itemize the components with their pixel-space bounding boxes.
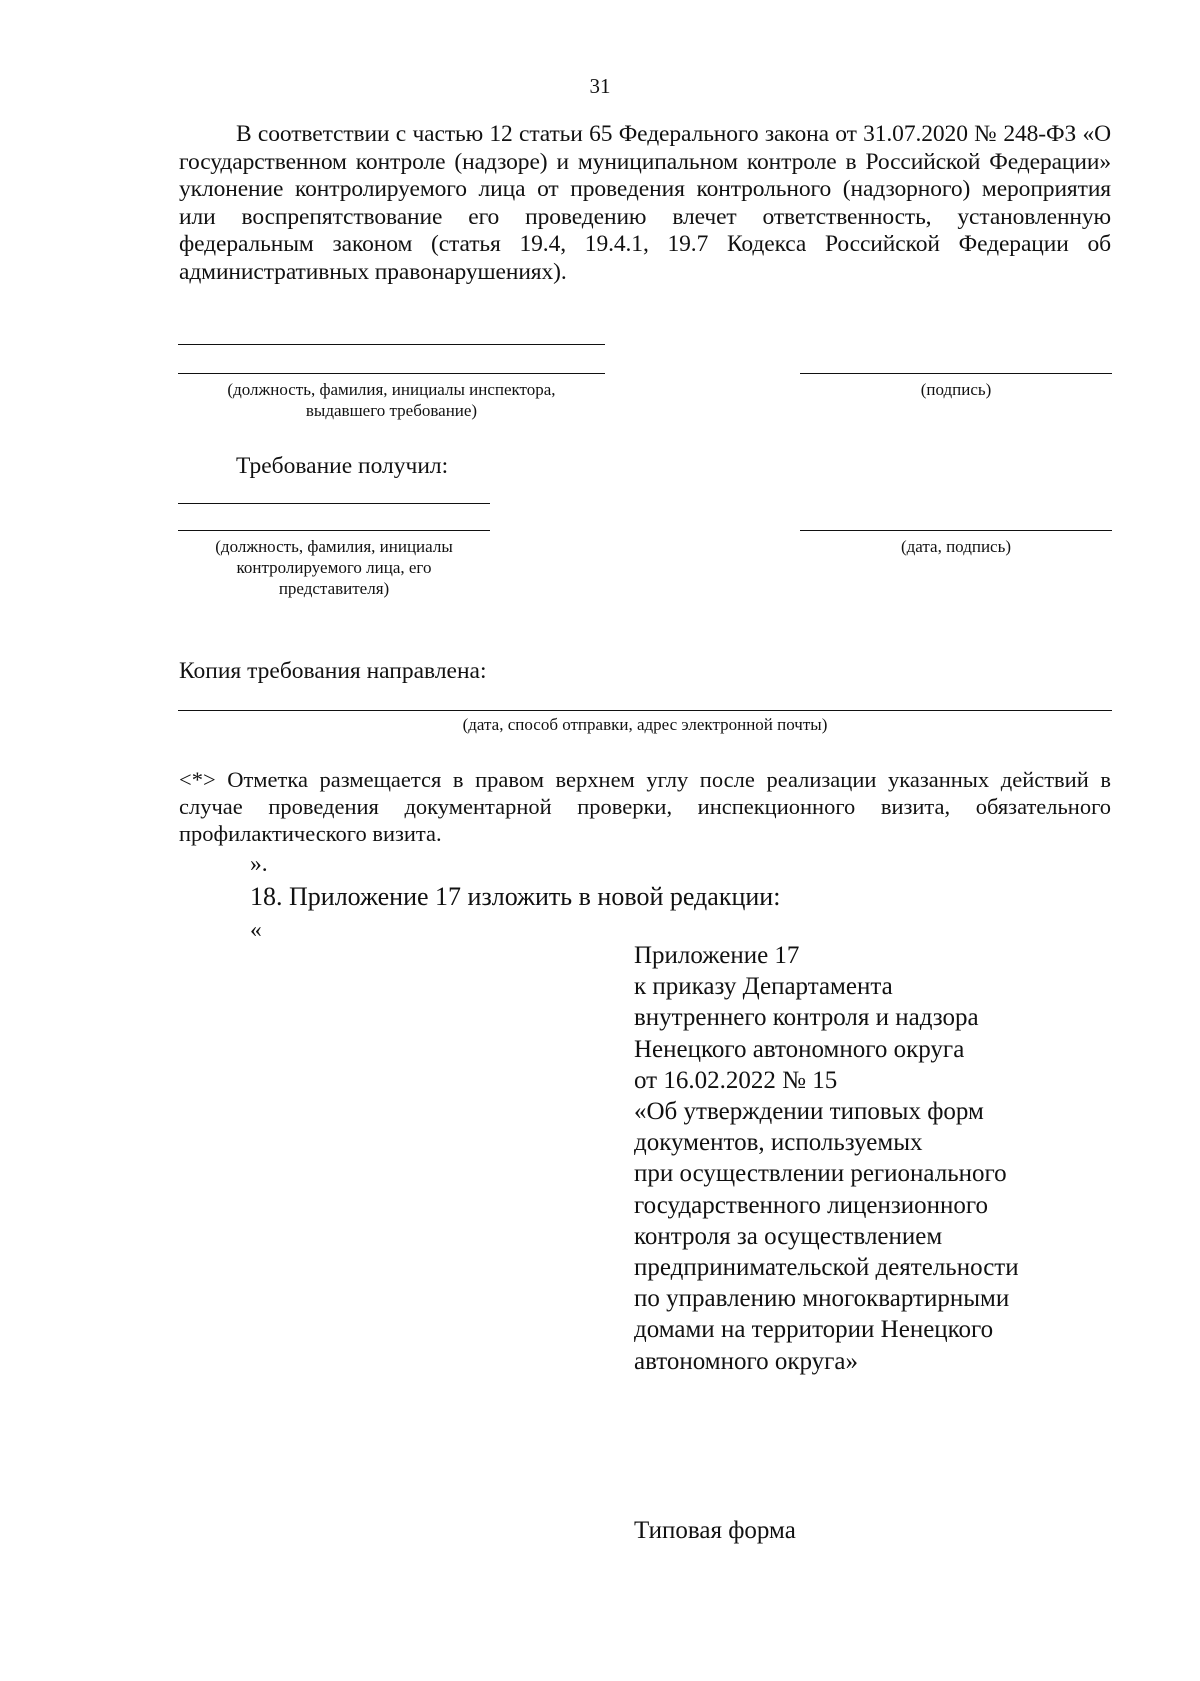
inspector-caption [178,379,605,421]
received-label: Требование получил: [236,453,449,479]
item-18-heading: 18. Приложение 17 изложить в новой редакции: [250,882,781,911]
inspector-signature-caption: (подпись) [920,380,992,399]
inspector-caption-line-2: выдавшего требование) [305,401,478,420]
appendix-line: домами на территории Ненецкого [634,1316,994,1344]
inspector-blank-line-2 [178,373,605,374]
inspector-signature-line [800,373,1112,374]
intro-paragraph [179,121,1111,286]
appendix-line: Ненецкого автономного округа [634,1035,965,1063]
recipient-date-signature-line [800,530,1112,531]
copy-label: Копия требования направлена: [179,658,487,684]
appendix-line: по управлению многоквартирными [634,1285,1010,1313]
recipient-caption-line-3: представителя) [278,579,390,598]
inspector-blank-line-1 [178,344,605,345]
recipient-blank-line-2 [178,530,490,531]
recipient-date-signature-caption: (дата, подпись) [900,537,1011,556]
appendix-line: контроля за осуществлением [634,1222,943,1250]
appendix-line: Приложение 17 [634,942,800,969]
intro-paragraph-text: В соответствии с частью 12 статьи 65 Федерального закона от 31.07.2020 № 248-ФЗ «О государственном контроле (надзоре) и муниципальном контроле в Российской Федерации» уклонение контролируемого лица от проведения контрольного (надзорного) мероприятия или воспрепятствование его проведению влечет ответственность, установленную федеральным законом (статья 19.4, 19.4.1, 19.7 Кодекса Российской Федерации об административных правонарушениях). [179,121,1111,285]
appendix-line: государственного лицензионного [634,1191,989,1219]
appendix-line: от 16.02.2022 № 15 [634,1066,838,1094]
closing-quote: ». [250,851,268,877]
appendix-line: к приказу Департамента [634,973,893,1001]
inspector-caption-line-1: (должность, фамилия, инициалы инспектора, [227,380,556,399]
opening-quote: « [250,917,262,943]
appendix-line: предпринимательской деятельности [634,1254,1019,1282]
footnote: <*> Отметка размещается в правом верхнем углу после реализации указанных действий в случае проведения документарной проверки, инспекционного визита, обязательного профилактического визита. [179,767,1111,846]
recipient-blank-line-1 [178,503,490,504]
recipient-caption-line-1: (должность, фамилия, инициалы [215,537,453,556]
recipient-caption [178,536,490,599]
copy-blank-line [178,710,1112,711]
appendix-header [634,940,1114,1377]
appendix-line: внутреннего контроля и надзора [634,1004,979,1032]
typical-form-label: Типовая форма [634,1517,796,1544]
appendix-line: «Об утверждении типовых форм [634,1098,984,1126]
appendix-line: при осуществлении регионального [634,1160,1007,1188]
copy-caption: (дата, способ отправки, адрес электронной почты) [462,715,828,734]
page-number: 31 [589,74,611,98]
recipient-caption-line-2: контролируемого лица, его [236,558,432,577]
appendix-line: автономного округа» [634,1347,859,1375]
appendix-line: документов, используемых [634,1129,923,1157]
